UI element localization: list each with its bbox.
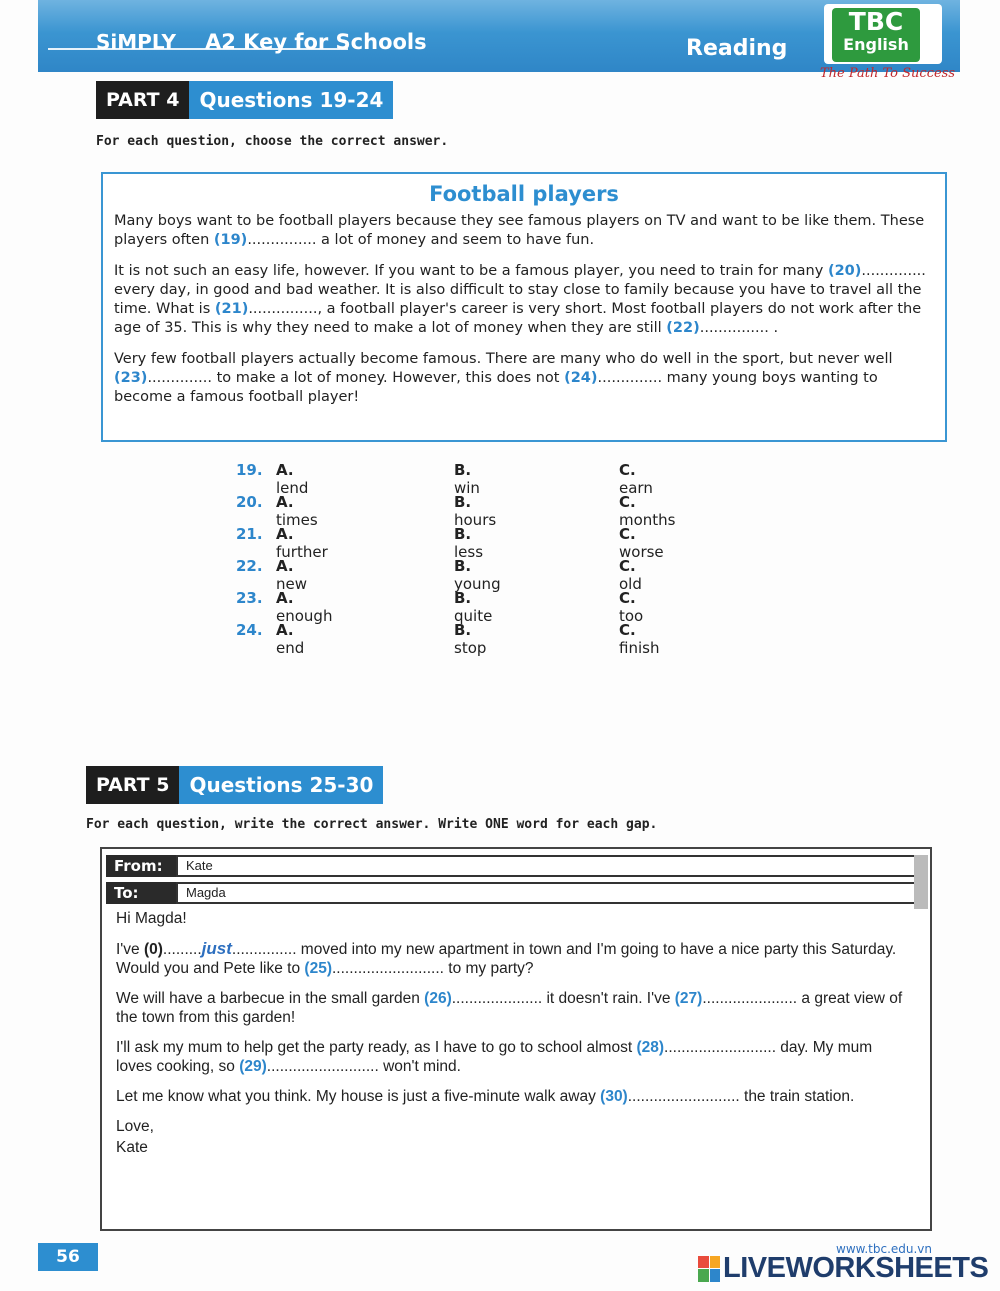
email-paragraph: I've (0).........just............... moved into my new apartment in town and I'm going to have a nice party this Saturday. Would you and Pete like to (25).......................... to my party?: [116, 939, 897, 977]
part5-tag: [86, 766, 383, 804]
part5-questions: Questions 25-30: [179, 766, 383, 804]
option-c[interactable]: C. too: [619, 589, 644, 625]
email-from-row: [106, 855, 922, 877]
option-b[interactable]: B. hours: [454, 493, 497, 529]
option-b[interactable]: B. quite: [454, 589, 493, 625]
part5-instruction: For each question, write the correct answer. Write ONE word for each gap.: [86, 817, 658, 832]
option-a[interactable]: A. further: [276, 525, 328, 561]
email-header-scrollbar: [914, 855, 928, 909]
gap-23: (23): [114, 370, 148, 386]
page-number: 56: [38, 1243, 98, 1271]
question-number: 23.: [236, 589, 263, 607]
option-c[interactable]: C. months: [619, 493, 676, 529]
option-a[interactable]: A. enough: [276, 589, 333, 625]
email-paragraph: I'll ask my mum to help get the party ready, as I have to go to school almost (28).......................... day. My mum loves cooking, so (29).......................... won't mind.: [116, 1039, 873, 1075]
to-value: Magda: [176, 882, 922, 904]
gap-22: (22): [666, 320, 700, 336]
article-paragraph: Very few football players actually become famous. There are many who do well in the sport, but never well (23).............. to make a lot of money. However, this does not (24).............. many young boys wanting to become a famous football player!: [114, 351, 893, 405]
option-a[interactable]: A. times: [276, 493, 318, 529]
gap-30[interactable]: (30): [600, 1088, 628, 1105]
question-number: 22.: [236, 557, 263, 575]
to-label: To:: [106, 882, 176, 904]
part5-label: PART 5: [86, 766, 179, 804]
email-greeting: Hi Magda!: [116, 910, 187, 927]
gap-19: (19): [213, 232, 248, 248]
option-c[interactable]: C. earn: [619, 461, 653, 497]
option-b[interactable]: B. less: [454, 525, 484, 561]
article-paragraph: It is not such an easy life, however. If you want to be a famous player, you need to train for many (20).............. every day, in good and bad weather. It is also difficult to stay close to family because you have to travel all the time. What is (21)..............., a football player's career is very short. Most football players do not work after the age of 35. This is why they need to make a lot of money when they are still (22)............... .: [114, 263, 926, 336]
tagline: The Path To Success: [820, 66, 956, 81]
section-skill: Reading: [686, 36, 788, 61]
email-paragraph: Let me know what you think. My house is just a five-minute walk away (30).......................... the train station.: [116, 1088, 855, 1105]
option-b[interactable]: B. win: [454, 461, 480, 497]
book-title: A2 Key for Schools: [205, 30, 427, 54]
gap-20: (20): [827, 263, 862, 279]
email-signoff: Love,: [116, 1118, 154, 1135]
part4-label: PART 4: [96, 81, 189, 119]
part4-questions: Questions 19-24: [189, 81, 393, 119]
header-banner: [38, 0, 960, 72]
liveworksheets-brand[interactable]: [698, 1252, 988, 1285]
question-number: 19.: [236, 461, 263, 479]
gap-26[interactable]: (26): [424, 990, 452, 1007]
gap-28[interactable]: (28): [636, 1039, 665, 1056]
tbc-logo: [824, 4, 942, 64]
option-c[interactable]: C. old: [619, 557, 642, 593]
article-box: [101, 172, 947, 442]
email-box: [100, 847, 932, 1231]
gap-27[interactable]: (27): [674, 990, 703, 1007]
part4-instruction: For each question, choose the correct answer.: [96, 134, 449, 149]
gap-21: (21): [214, 301, 249, 317]
email-body: [116, 909, 906, 1168]
answer-0[interactable]: just: [201, 939, 232, 958]
gap-25[interactable]: (25): [304, 960, 332, 977]
liveworksheets-text: LIVEWORKSHEETS: [723, 1252, 989, 1284]
question-number: 24.: [236, 621, 263, 639]
part4-tag: [96, 81, 393, 119]
logo-text-top: TBC: [848, 7, 904, 36]
website-url[interactable]: www.tbc.edu.vn: [836, 1242, 933, 1256]
option-a[interactable]: A. new: [276, 557, 308, 593]
logo-text-bottom: English: [843, 35, 909, 54]
gap-29[interactable]: (29): [239, 1058, 267, 1075]
option-c[interactable]: C. worse: [619, 525, 664, 561]
email-paragraph: We will have a barbecue in the small garden (26)..................... it doesn't rain. I've (27)...................... a great view of the town from this garden!: [116, 990, 903, 1026]
option-a[interactable]: A. lend: [276, 461, 309, 497]
question-number: 20.: [236, 493, 263, 511]
gap-24: (24): [564, 370, 598, 386]
email-to-row: [106, 882, 922, 904]
email-signature: Kate: [116, 1139, 148, 1156]
from-label: From:: [106, 855, 176, 877]
liveworksheets-icon: [698, 1256, 720, 1282]
from-value: Kate: [176, 855, 922, 877]
article-title: Football players: [429, 182, 619, 206]
option-a[interactable]: A. end: [276, 621, 305, 657]
series-name: SiMPLY: [96, 30, 176, 54]
option-b[interactable]: B. stop: [454, 621, 487, 657]
article-paragraph: Many boys want to be football players because they see famous players on TV and want to be like them. These players often (19)............... a lot of money and seem to have fun.: [114, 213, 925, 248]
example-number: (0): [143, 941, 163, 958]
option-b[interactable]: B. young: [454, 557, 501, 593]
option-c[interactable]: C. finish: [619, 621, 660, 657]
question-number: 21.: [236, 525, 263, 543]
